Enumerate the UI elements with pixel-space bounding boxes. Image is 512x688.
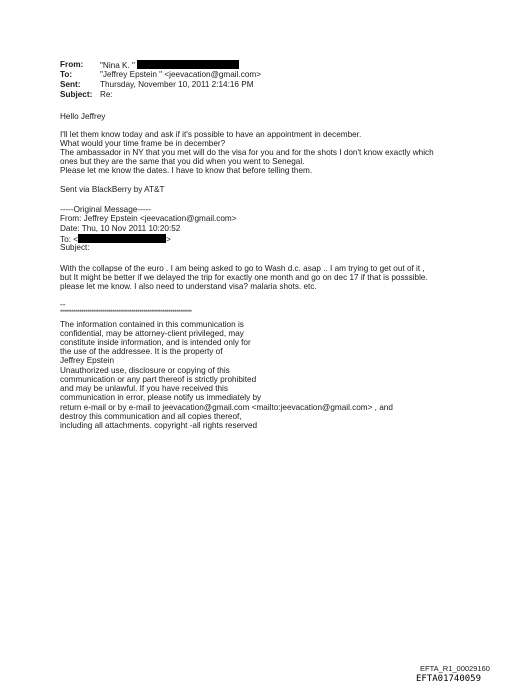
disclaimer-line: return e-mail or by e-mail to jeevacation@gmail.com <mailto:jeevacation@gmail.com> , and <box>60 403 393 412</box>
body-line: What would your time frame be in december? <box>60 139 226 148</box>
original-date: Date: Thu, 10 Nov 2011 10:20:52 <box>60 224 181 233</box>
to-label: To: <box>60 70 73 79</box>
original-to-prefix: To: < <box>60 235 78 244</box>
disclaimer-line: communication or any part thereof is strictly prohibited <box>60 375 257 384</box>
disclaimer-line: The information contained in this communication is <box>60 320 244 329</box>
original-message-line: With the collapse of the euro . I am being asked to go to Wash d.c. asap .. I am trying to get out of it , <box>60 264 425 273</box>
bates-stamp-primary: EFTA_R1_00029160 <box>420 664 490 673</box>
redaction-bar <box>137 60 239 69</box>
original-from: From: Jeffrey Epstein <jeevacation@gmail.com> <box>60 214 237 223</box>
footer-stars: ******************************************************************** <box>60 310 192 316</box>
disclaimer-line: Unauthorized use, disclosure or copying of this <box>60 366 230 375</box>
redaction-bar <box>78 234 166 243</box>
disclaimer-line: including all attachments. copyright -all rights reserved <box>60 421 258 430</box>
disclaimer-line: Jeffrey Epstein <box>60 356 115 365</box>
original-message-line: but It might be better if we delayed the trip for exactly one month and go on dec 17 if that is posssible. <box>60 273 428 282</box>
sent-value: Thursday, November 10, 2011 2:14:16 PM <box>100 80 254 89</box>
signature: Sent via BlackBerry by AT&T <box>60 185 165 194</box>
disclaimer-line: communication in error, please notify us immediately by <box>60 393 262 402</box>
disclaimer-line: confidential, may be attorney-client privileged, may <box>60 329 244 338</box>
sent-label: Sent: <box>60 80 81 89</box>
from-label: From: <box>60 60 84 69</box>
original-subject: Subject: <box>60 243 90 252</box>
original-message-line: please let me know. I also need to understand visa? malaria shots. etc. <box>60 282 317 291</box>
subject-label: Subject: <box>60 90 93 99</box>
to-value: "Jeffrey Epstein " <jeevacation@gmail.com> <box>100 70 261 79</box>
bates-stamp-secondary: EFTA01740059 <box>416 674 482 684</box>
disclaimer-line: destroy this communication and all copies thereof, <box>60 412 242 421</box>
footer-dashes: -- <box>60 300 66 309</box>
disclaimer-line: constitute inside information, and is intended only for <box>60 338 251 347</box>
from-name: "Nina K. " <box>100 61 135 70</box>
original-separator: -----Original Message----- <box>60 205 151 214</box>
greeting: Hello Jeffrey <box>60 112 106 121</box>
body-line: I'll let them know today and ask if it's possible to have an appointment in december. <box>60 130 362 139</box>
subject-value: Re: <box>100 90 113 99</box>
original-to-suffix: > <box>165 235 171 244</box>
body-line: Please let me know the dates. I have to know that before telling them. <box>60 166 313 175</box>
body-line: ones but they are the same that you did when you went to Senegal. <box>60 157 305 166</box>
body-line: The ambassador in NY that you met will do the visa for you and for the shots I don't know exactly which <box>60 148 434 157</box>
disclaimer-line: and may be unlawful. If you have received this <box>60 384 228 393</box>
disclaimer-line: the use of the addressee. It is the property of <box>60 347 223 356</box>
